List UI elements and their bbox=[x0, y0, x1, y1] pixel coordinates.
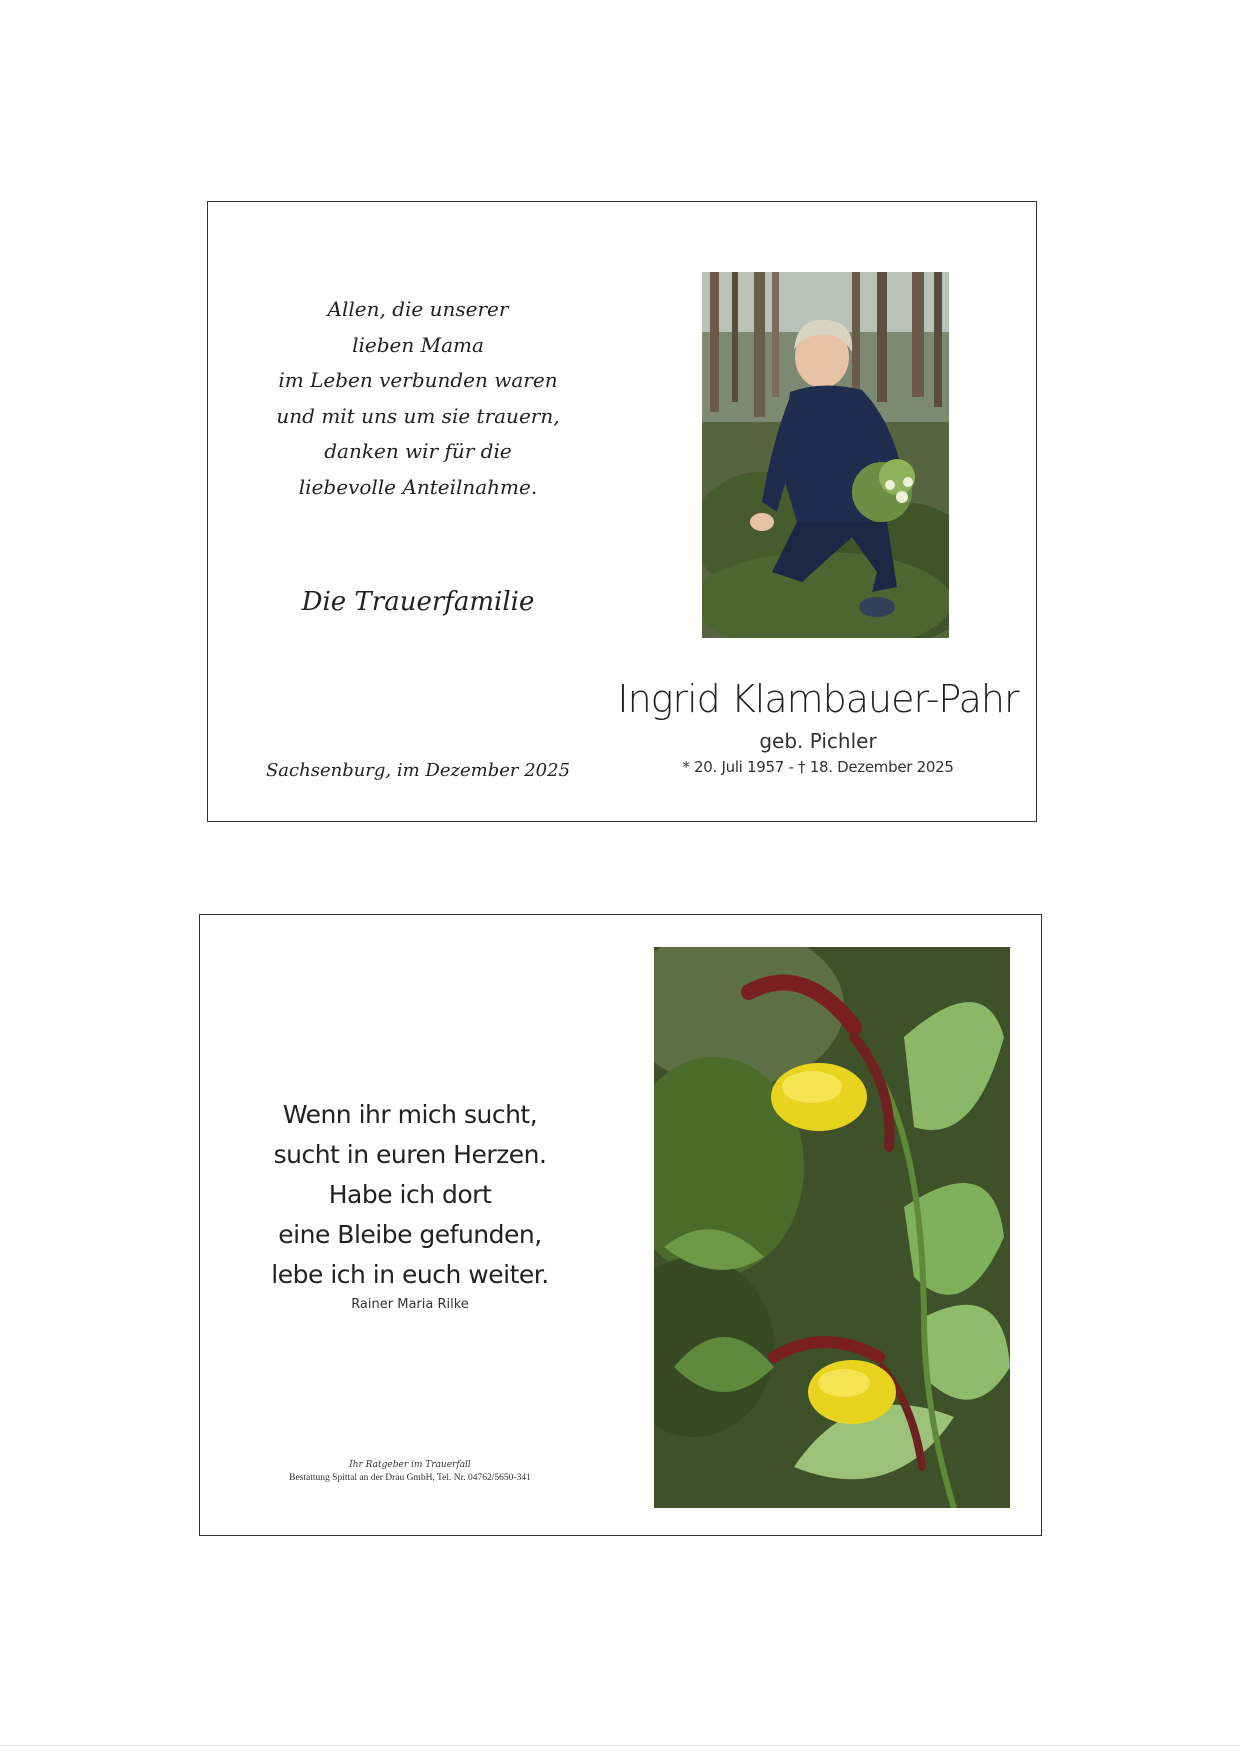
deceased-name: Ingrid Klambauer-Pahr bbox=[617, 677, 1019, 721]
poem bbox=[240, 1095, 580, 1295]
poem-author: Rainer Maria Rilke bbox=[351, 1297, 469, 1312]
thanks-line: liebevolle Anteilnahme. bbox=[298, 474, 538, 499]
poem-line: Wenn ihr mich sucht, bbox=[282, 1100, 538, 1129]
thanks-line: Allen, die unserer bbox=[327, 297, 509, 321]
poem-line: sucht in euren Herzen. bbox=[273, 1140, 547, 1169]
scan-edge-line bbox=[0, 1745, 1240, 1746]
poem-line: eine Bleibe gefunden, bbox=[278, 1220, 542, 1249]
thanks-line: im Leben verbunden waren bbox=[278, 368, 558, 392]
poem-line: lebe ich in euch weiter. bbox=[271, 1260, 549, 1289]
orchid-photo bbox=[654, 947, 1010, 1508]
birth-name: geb. Pichler bbox=[759, 729, 877, 753]
memorial-card-front bbox=[207, 201, 1037, 822]
poem-line: Habe ich dort bbox=[328, 1180, 492, 1209]
thanks-line: lieben Mama bbox=[352, 332, 484, 357]
portrait-photo bbox=[702, 272, 949, 638]
family-signature: Die Trauerfamilie bbox=[301, 587, 535, 617]
place-date: Sachsenburg, im Dezember 2025 bbox=[265, 760, 571, 781]
undertaker-info: Bestattung Spittal an der Drau GmbH, Tel. Nr. 04762/5650-341 bbox=[289, 1473, 531, 1483]
memorial-card-back bbox=[199, 914, 1042, 1536]
thanks-text bbox=[248, 292, 588, 505]
life-dates: * 20. Juli 1957 - † 18. Dezember 2025 bbox=[682, 758, 954, 776]
thanks-line: danken wir für die bbox=[324, 439, 512, 463]
thanks-line: und mit uns um sie trauern, bbox=[276, 403, 560, 428]
undertaker-slogan: Ihr Ratgeber im Trauerfall bbox=[349, 1460, 471, 1470]
